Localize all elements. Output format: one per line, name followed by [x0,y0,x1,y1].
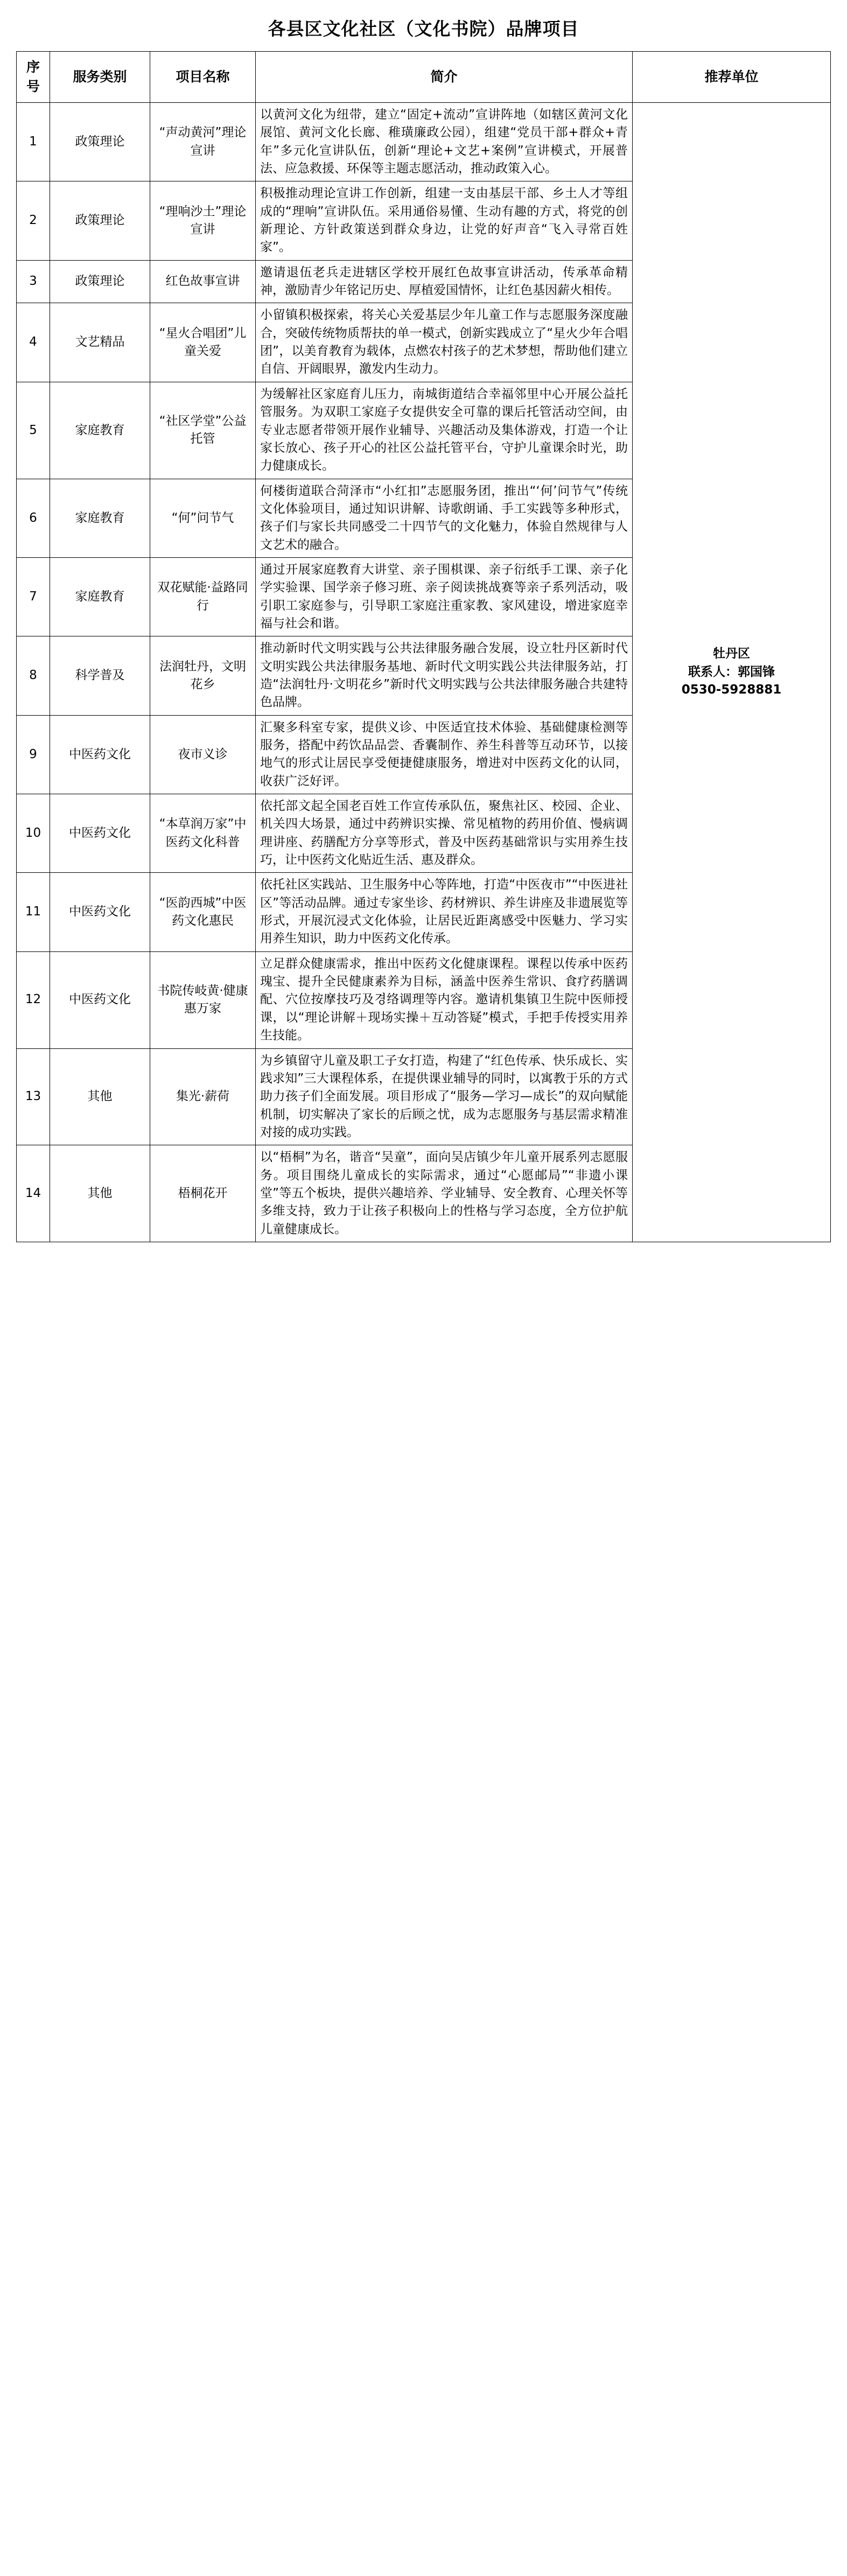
cell-category: 中医药文化 [50,715,150,794]
cell-category: 家庭教育 [50,382,150,479]
cell-no: 13 [17,1048,50,1145]
cell-no: 14 [17,1145,50,1242]
cell-category: 中医药文化 [50,873,150,951]
recommend-unit-region: 牡丹区 [713,647,750,661]
cell-desc: 以黄河文化为纽带，建立“固定+流动”宣讲阵地（如辖区黄河文化展馆、黄河文化长廊、稚璜廉政公园），组建“党员干部+群众+青年”多元化宣讲队伍，创新“理论+文艺+案例”宣讲模式，开展普法、应急救援、环保等主题志愿活动，推动政策入心。 [256,103,633,181]
cell-name: “星火合唱团”儿童关爱 [150,303,256,382]
cell-name: 法润牡丹，文明花乡 [150,636,256,715]
document-page [0,0,847,1248]
cell-desc: 为缓解社区家庭育儿压力，南城街道结合幸福邻里中心开展公益托管服务。为双职工家庭子女提供安全可靠的课后托管活动空间，由专业志愿者带领开展作业辅导、兴趣活动及集体游戏，打造一个让家长放心、孩子开心的社区公益托管平台，守护儿童课余时光，助力健康成长。 [256,382,633,479]
cell-no: 8 [17,636,50,715]
brand-project-table [16,51,831,1242]
column-header-desc: 简介 [256,52,633,103]
cell-desc: 何楼街道联合菏泽市“小红扣”志愿服务团，推出“‘何’问节气”传统文化体验项目，通过知识讲解、诗歌朗诵、手工实践等多种形式，孩子们与家长共同感受二十四节气的文化魅力，体验自然规律与人文艺术的融合。 [256,479,633,557]
cell-name: “社区学堂”公益托管 [150,382,256,479]
cell-category: 政策理论 [50,260,150,303]
cell-desc: 邀请退伍老兵走进辖区学校开展红色故事宣讲活动，传承革命精神，激励青少年铭记历史、厚植爱国情怀，让红色基因薪火相传。 [256,260,633,303]
cell-name: “理响沙土”理论宣讲 [150,181,256,260]
cell-no: 11 [17,873,50,951]
cell-category: 家庭教育 [50,557,150,636]
table-header-row [17,52,831,103]
column-header-name: 项目名称 [150,52,256,103]
cell-name: 双花赋能·益路同行 [150,557,256,636]
cell-no: 3 [17,260,50,303]
cell-recommend-unit [633,103,831,1242]
page-title: 各县区文化社区（文化书院）品牌项目 [268,18,579,39]
cell-name: 红色故事宣讲 [150,260,256,303]
recommend-unit-contact: 联系人：郭国锋 [688,664,775,679]
column-header-unit: 推荐单位 [633,52,831,103]
table-header [17,52,831,103]
cell-category: 其他 [50,1145,150,1242]
cell-category: 文艺精品 [50,303,150,382]
cell-category: 政策理论 [50,103,150,181]
cell-name: 梧桐花开 [150,1145,256,1242]
cell-desc: 积极推动理论宣讲工作创新，组建一支由基层干部、乡土人才等组成的“理响”宣讲队伍。采用通俗易懂、生动有趣的方式，将党的创新理论、方针政策送到群众身边，让党的好声音“飞入寻常百姓家”。 [256,181,633,260]
cell-no: 6 [17,479,50,557]
recommend-unit-phone: 0530-5928881 [681,683,782,697]
column-header-no: 序号 [17,52,50,103]
cell-name: “本草润万家”中医药文化科普 [150,794,256,873]
cell-name: 集光·薪荷 [150,1048,256,1145]
cell-desc: 为乡镇留守儿童及职工子女打造，构建了“红色传承、快乐成长、实践求知”三大课程体系，在提供课业辅导的同时，以寓教于乐的方式助力孩子们全面发展。项目形成了“服务—学习—成长”的双向赋能机制，切实解决了家长的后顾之忧，成为志愿服务与基层需求精准对接的成功实践。 [256,1048,633,1145]
cell-desc: 依托部文起全国老百姓工作宣传承队伍，聚焦社区、校园、企业、机关四大场景，通过中药辨识实操、常见植物的药用价值、慢病调理讲座、药膳配方分享等形式，普及中医药基础常识与实用养生技巧，让中医药文化贴近生活、惠及群众。 [256,794,633,873]
cell-category: 中医药文化 [50,794,150,873]
cell-category: 科学普及 [50,636,150,715]
cell-desc: 通过开展家庭教育大讲堂、亲子围棋课、亲子衍纸手工课、亲子化学实验课、国学亲子修习班、亲子阅读挑战赛等亲子系列活动，吸引职工家庭参与，引导职工家庭注重家教、家风建设，增进家庭幸福与社会和谐。 [256,557,633,636]
cell-desc: 依托社区实践站、卫生服务中心等阵地，打造“中医夜市”“中医进社区”等活动品牌。通过专家坐诊、药材辨识、养生讲座及非遗展览等形式，开展沉浸式文化体验，让居民近距离感受中医魅力、学习实用养生知识，助力中医药文化传承。 [256,873,633,951]
cell-name: 夜市义诊 [150,715,256,794]
cell-no: 10 [17,794,50,873]
cell-no: 1 [17,103,50,181]
cell-no: 5 [17,382,50,479]
cell-desc: 推动新时代文明实践与公共法律服务融合发展，设立牡丹区新时代文明实践公共法律服务基地、新时代文明实践公共法律服务站，打造“法润牡丹·文明花乡”新时代文明实践与公共法律服务融合共建特色品牌。 [256,636,633,715]
cell-category: 中医药文化 [50,951,150,1048]
cell-no: 4 [17,303,50,382]
cell-name: “何”问节气 [150,479,256,557]
cell-category: 家庭教育 [50,479,150,557]
cell-desc: 小留镇积极探索，将关心关爱基层少年儿童工作与志愿服务深度融合，突破传统物质帮扶的单一模式，创新实践成立了“星火少年合唱团”，以美育教育为载体，点燃农村孩子的艺术梦想，帮助他们建立自信、开阔眼界，激发内生动力。 [256,303,633,382]
cell-no: 9 [17,715,50,794]
cell-desc: 立足群众健康需求，推出中医药文化健康课程。课程以传承中医药瑰宝、提升全民健康素养为目标，涵盖中医养生常识、食疗药膳调配、穴位按摩技巧及경络调理等内容。邀请机集镇卫生院中医师授课，以“理论讲解＋现场实操＋互动答疑”模式，手把手传授实用养生技能。 [256,951,633,1048]
cell-no: 2 [17,181,50,260]
cell-desc: 以“梧桐”为名，谐音“吴童”，面向吴店镇少年儿童开展系列志愿服务。项目围绕儿童成长的实际需求，通过“心愿邮局”“非遗小课堂”等五个板块，提供兴趣培养、学业辅导、安全教育、心理关怀等多维支持，致力于让孩子积极向上的性格与学习态度，全方位护航儿童健康成长。 [256,1145,633,1242]
cell-no: 7 [17,557,50,636]
table-row [17,103,831,181]
cell-desc: 汇聚多科室专家，提供义诊、中医适宜技术体验、基础健康检测等服务，搭配中药饮品品尝、香囊制作、养生科普等互动环节，以接地气的形式让居民享受便捷健康服务，增进对中医药文化的认同，收获广泛好评。 [256,715,633,794]
cell-category: 政策理论 [50,181,150,260]
cell-name: “医韵西城”中医药文化惠民 [150,873,256,951]
column-header-category: 服务类别 [50,52,150,103]
cell-name: 书院传岐黄·健康惠万家 [150,951,256,1048]
cell-no: 12 [17,951,50,1048]
table-body [17,103,831,1242]
cell-name: “声动黄河”理论宣讲 [150,103,256,181]
cell-category: 其他 [50,1048,150,1145]
